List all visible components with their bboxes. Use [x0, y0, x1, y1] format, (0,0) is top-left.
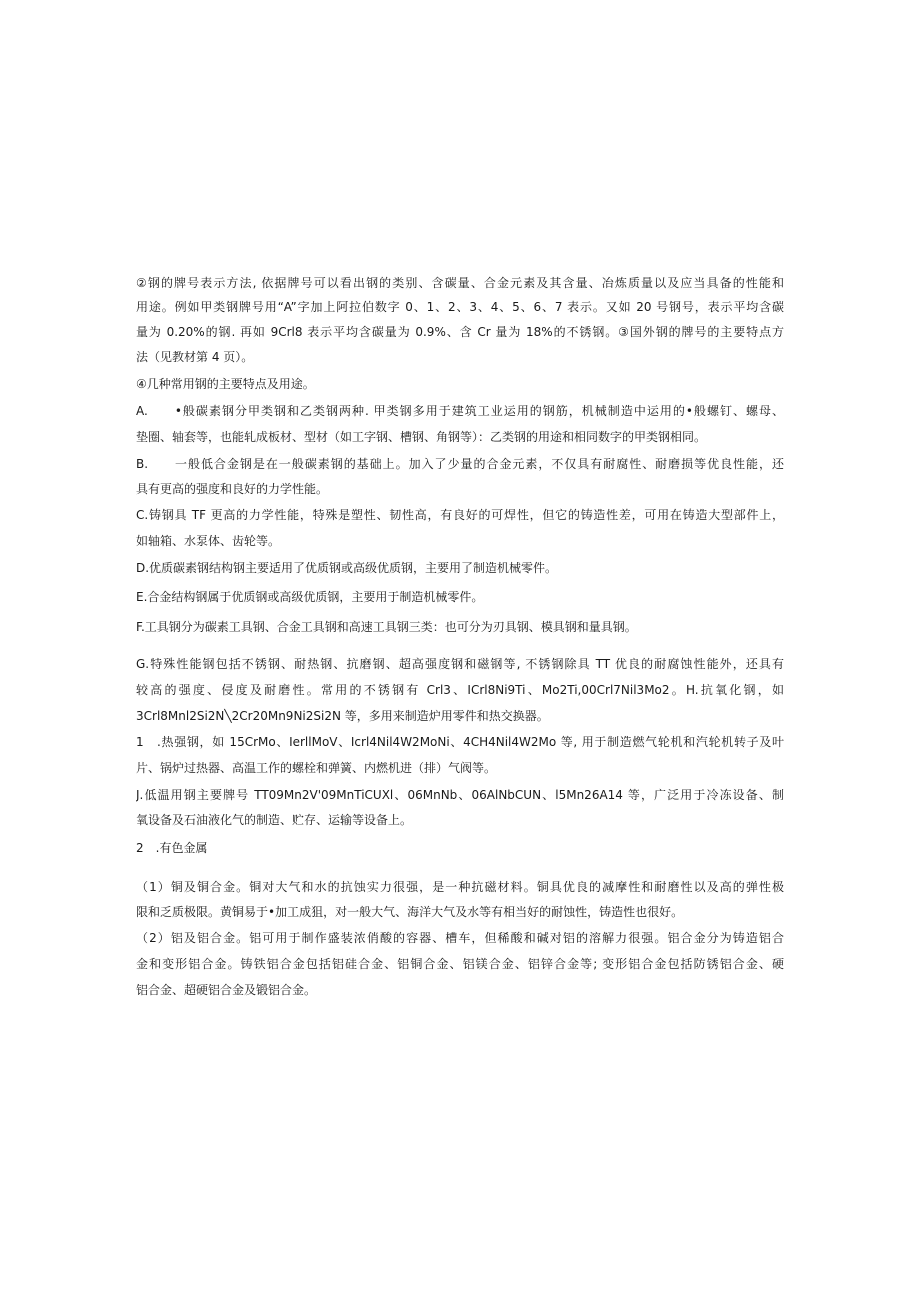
- text-line: 垫圈、轴套等，也能轧成板材、型材（如工字钢、槽钢、角钢等）：乙类钢的用途和相同数字的甲类钢相同。: [136, 430, 707, 444]
- text-line: 金和变形铝合金。铸铁铝合金包括铝硅合金、铝铜合金、铝镁合金、铝锌合金等; 变形铝合金包括防锈铝合金、硬: [136, 957, 784, 971]
- text-line: 3Crl8Mnl2Si2N╲2Cr20Mn9Ni2Si2N 等，多用来制造炉用零件和热交换器。: [136, 709, 549, 723]
- text-line: 片、锅炉过热器、高温工作的螺栓和弹簧、内燃机进（排）气阀等。: [136, 761, 497, 775]
- section-heading: 2 .有色金属: [136, 841, 208, 855]
- text-line: 用途。例如甲类钢牌号用“A”字加上阿拉伯数字 0、1、2、3、4、5、6、7 表示。又如 20 号钢号，表示平均含碳: [136, 300, 784, 314]
- text-line: 限和乏质极限。黄铜易于•加工成狙，对一般大气、海洋大气及水等有相当好的耐蚀性，铸造性也很好。: [136, 905, 684, 919]
- text-line: J.低温用钢主要牌号 TT09Mn2V'09MnTiCUXl、06MnNb、06AlNbCUN、l5Mn26A14 等，广泛用于冷冻设备、制: [136, 788, 784, 802]
- text-line: A. •般碳素钢分甲类钢和乙类钢两种. 甲类钢多用于建筑工业运用的钢筋，机械制造中运用的•般螺钉、螺母、: [136, 404, 784, 418]
- text-line: B. 一般低合金钢是在一般碳素钢的基础上。加入了少量的合金元素，不仅具有耐腐性、耐磨损等优良性能，还: [136, 457, 784, 471]
- text-line: ②钢的牌号表示方法, 依据牌号可以看出钢的类别、含碳量、合金元素及其含量、冶炼质量以及应当具备的性能和: [136, 276, 784, 290]
- text-line: 量为 0.20%的钢. 再如 9Crl8 表示平均含碳量为 0.9%、含 Cr 量为 18%的不锈钢。③国外钢的牌号的主要特点方: [136, 325, 784, 339]
- text-line: 具有更高的强度和良好的力学性能。: [136, 482, 329, 496]
- text-line: ④几种常用钢的主要特点及用途。: [136, 377, 315, 391]
- text-line: G.特殊性能钢包括不锈钢、耐热钢、抗磨钢、超高强度钢和磁钢等, 不锈钢除具 TT 优良的耐腐蚀性能外，还具有: [136, 657, 784, 671]
- text-line: E.合金结构钢属于优质钢或高级优质钢，主要用于制造机械零件。: [136, 590, 484, 604]
- text-line: 较高的强度、侵度及耐磨性。常用的不锈钢有 Crl3、ICrl8Ni9Ti、Mo2Ti,00Crl7Nil3Mo2。H.抗氧化钢，如: [136, 683, 784, 697]
- text-line: （2）铝及铝合金。铝可用于制作盛装浓俏酸的容器、槽车，但稀酸和碱对铝的溶解力很强。铝合金分为铸造铝合: [136, 931, 784, 945]
- text-line: F.工具钢分为碳素工具钢、合金工具钢和高速工具钢三类：也可分为刃具钢、模具钢和量具钢。: [136, 620, 637, 634]
- text-line: 铝合金、超硬铝合金及锻铝合金。: [136, 983, 317, 997]
- text-line: 如轴箱、水泵体、齿轮等。: [136, 534, 281, 548]
- text-line: 1 .热强钢，如 15CrMo、IerllMoV、Icrl4Nil4W2MoNi、4CH4Nil4W2Mo 等, 用于制造燃气轮机和汽轮机转子及叶: [136, 735, 784, 749]
- text-line: 法（见教材第 4 页）。: [136, 350, 254, 364]
- text-line: C.铸钢具 TF 更高的力学性能，特殊是塑性、韧性高，有良好的可焊性，但它的铸造性差，可用在铸造大型部件上，: [136, 508, 784, 522]
- text-line: （1）铜及铜合金。铜对大气和水的抗蚀实力很强，是一种抗磁材料。铜具优良的减摩性和耐磨性以及高的弹性极: [136, 880, 784, 894]
- text-line: D.优质碳素钢结构钢主要适用了优质钢或高级优质钢，主要用了制造机械零件。: [136, 561, 558, 575]
- text-line: 氧设备及石油液化气的制造、贮存、运输等设备上。: [136, 813, 413, 827]
